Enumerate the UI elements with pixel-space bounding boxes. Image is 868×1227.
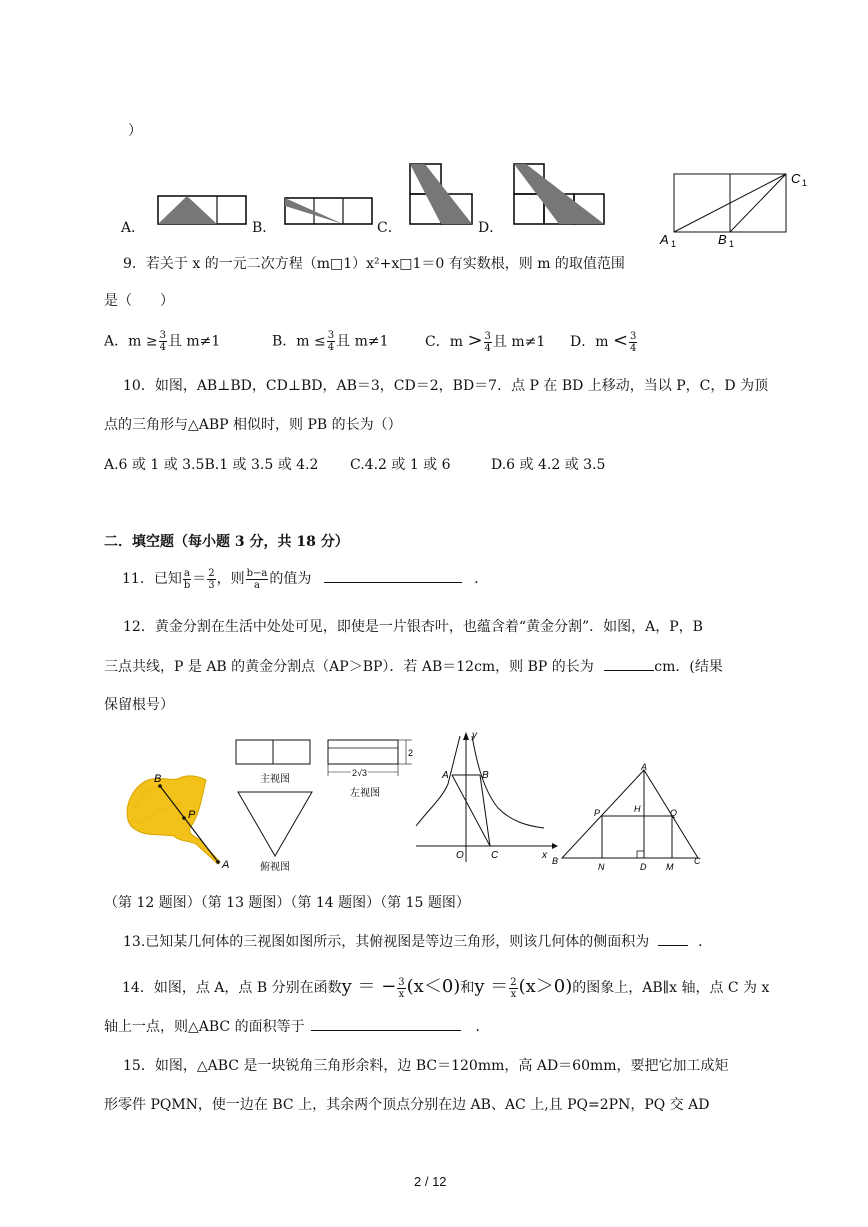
fraction-num: 3	[630, 330, 637, 342]
fraction-den: b	[183, 579, 191, 591]
fig15-label-d: D	[640, 862, 647, 872]
q8-option-d-figure	[514, 164, 606, 226]
fig14-y-axis-label: y	[472, 730, 477, 741]
fraction-den: x	[510, 988, 517, 1000]
q12-line2-pre: 三点共线，P 是 AB 的黄金分割点（AP＞BP）．若 AB＝12cm，则 BP 的长为	[104, 659, 594, 675]
fraction-num: 2	[208, 567, 215, 579]
q8-option-d-label: D．	[478, 220, 504, 236]
fraction-num: 3	[159, 330, 166, 341]
q14-func2-fraction	[509, 977, 517, 1000]
q14-line2-pre: 轴上一点，则△ABC 的面积等于	[104, 1019, 305, 1035]
q9-option-a-fraction	[159, 330, 167, 353]
q11-end: ．	[474, 571, 489, 587]
fig14-label-b: B	[482, 770, 489, 781]
q9-option-b-pre: B．m ≤	[272, 333, 326, 350]
q12-answer-blank[interactable]	[604, 656, 654, 671]
q12-line3: 保留根号）	[104, 697, 174, 713]
q14-pre: 14．如图，点 A，点 B 分别在函数	[122, 980, 342, 996]
q14-func1-lhs: y ＝ −	[341, 976, 397, 997]
q9-option-c-relation: >	[467, 330, 483, 351]
fig13-front-view-label: 主视图	[260, 774, 290, 785]
fraction-den: 4	[484, 342, 491, 354]
fig15-label-q: Q	[670, 808, 678, 818]
q13	[123, 931, 712, 951]
q12-line2-post: cm．(结果	[654, 659, 723, 675]
q11-equals: ＝	[192, 571, 207, 587]
q14-func1-fraction	[397, 977, 405, 1000]
q11-fraction-target	[246, 568, 269, 591]
q8-option-b-figure	[285, 198, 375, 226]
fraction-num: 3	[398, 976, 405, 988]
label-a1: A	[660, 232, 669, 247]
fraction-den: 3	[208, 579, 215, 591]
q11-post: 的值为	[269, 571, 312, 587]
label-b1: B	[718, 232, 727, 247]
q10-option-d: D.6 或 4.2 或 3.5	[491, 457, 606, 473]
section-title: 二．填空题（每小题 3 分，共 18 分）	[104, 534, 349, 550]
q8-option-c-figure	[410, 164, 474, 226]
fig15-label-h: H	[634, 804, 641, 814]
q10-line2: 点的三角形与△ABP 相似时，则 PB 的长为（）	[104, 417, 402, 433]
q8-option-a-figure	[158, 196, 248, 226]
label-c1-sub: 1	[802, 178, 808, 188]
q8-rectangle-figure	[660, 166, 820, 250]
q9-option-b	[272, 330, 389, 353]
fig15-label-c: C	[694, 856, 701, 866]
fig15-label-m: M	[666, 862, 674, 872]
q9-option-b-fraction	[327, 330, 335, 353]
q8-option-b-label: B．	[252, 220, 277, 236]
fig13-height-dim: 2	[408, 748, 414, 758]
q10-options	[104, 454, 318, 474]
fraction-den: 4	[327, 342, 335, 353]
fig13-width-dim: 2√3	[352, 768, 367, 778]
q9-option-d	[570, 330, 638, 354]
q9-line1: 9．若关于 x 的一元二次方程（m□1）x²+x□1＝0 有实数根，则 m 的取值范围	[123, 256, 625, 272]
label-c1: C	[791, 171, 801, 186]
q12-line1: 12．黄金分割在生活中处处可见，即使是一片银杏叶，也蕴含着“黄金分割”．如图，A，P，B	[123, 619, 703, 635]
q13-text: 13.已知某几何体的三视图如图所示，其俯视图是等边三角形，则该几何体的侧面积为	[123, 934, 650, 950]
fig14-x-axis-label: x	[542, 850, 547, 861]
q9-option-c-post: 且 m≠1	[492, 334, 546, 350]
q13-end: ．	[698, 934, 713, 950]
q9-option-a	[104, 330, 220, 353]
fig15-label-p: P	[594, 808, 601, 818]
q9-line2: 是（ ）	[104, 293, 174, 309]
fig12-label-p: P	[188, 809, 196, 821]
fraction-den: 4	[159, 342, 166, 353]
fraction-num: 3	[327, 330, 335, 341]
label-b1-sub: 1	[729, 239, 735, 249]
fraction-num: 3	[484, 330, 491, 342]
fig13-three-views	[230, 734, 420, 874]
q9-option-a-pre: A．m ≥	[104, 333, 158, 350]
fraction-num: 2	[510, 976, 517, 988]
fig14-label-c: C	[491, 850, 499, 861]
q11-answer-blank[interactable]	[324, 568, 462, 583]
q15-line2: 形零件 PQMN，使一边在 BC 上，其余两个顶点分别在边 AB、AC 上,且 PQ=2PN，PQ 交 AD	[104, 1097, 710, 1113]
q10-option-c: C.4.2 或 1 或 6	[350, 457, 451, 473]
fig14-label-a: A	[442, 770, 449, 781]
q14-post: 的图象上，AB∥x 轴，点 C 为 x	[572, 980, 770, 996]
q10-option-a: A.6 或 1 或 3.5	[104, 457, 205, 473]
fig15-triangle-rectangle	[548, 760, 712, 872]
q9-option-c-fraction	[484, 331, 492, 354]
q9-option-a-post: 且 m≠1	[167, 333, 221, 350]
q9-option-b-post: 且 m≠1	[336, 333, 389, 350]
fig15-label-b: B	[552, 856, 559, 866]
q14-line2	[104, 1016, 490, 1036]
q9-option-d-relation: <	[612, 330, 629, 351]
fig12-ginkgo-leaf	[122, 770, 242, 870]
q9-option-d-pre: D．m	[570, 334, 609, 350]
q11	[122, 566, 488, 592]
fraction-num: b−a	[246, 567, 268, 579]
fig14-label-o: O	[456, 850, 464, 861]
q14-func2-cond: (x＞0)	[518, 976, 573, 997]
q13-answer-blank[interactable]	[658, 931, 688, 946]
q10-line1: 10．如图，AB⊥BD，CD⊥BD，AB＝3，CD＝2，BD＝7．点 P 在 BD 上移动，当以 P，C，D 为顶	[123, 378, 769, 394]
q14-line1	[122, 974, 769, 1001]
q14-line2-end: ．	[475, 1019, 490, 1035]
q15-line1: 15．如图，△ABC 是一块锐角三角形余料，边 BC＝120mm，高 AD＝60mm，要把它加工成矩	[123, 1058, 729, 1074]
q10-option-b: B.1 或 3.5 或 4.2	[204, 457, 319, 473]
page-number: 2 / 12	[414, 1174, 447, 1189]
fraction-den: a	[254, 579, 260, 591]
q9-option-d-fraction	[629, 331, 637, 354]
q14-and: 和	[460, 980, 475, 996]
q8-tail: ）	[128, 123, 142, 139]
fig14-hyperbola-graph	[412, 728, 560, 864]
fig12-label-a: A	[222, 859, 230, 871]
q11-fraction-23	[207, 568, 215, 591]
fig13-top-view-label: 俯视图	[260, 862, 290, 873]
q9-option-c-pre: C．m	[425, 334, 463, 350]
label-a1-sub: 1	[671, 239, 677, 249]
fig13-side-view-label: 左视图	[350, 788, 380, 799]
q8-option-a-label: A．	[121, 220, 146, 236]
fraction-den: 4	[630, 342, 637, 354]
q9-option-c	[425, 330, 545, 354]
fig15-label-a: A	[641, 762, 648, 772]
q11-mid: ，则	[216, 571, 245, 587]
q8-option-c-label: C．	[377, 220, 402, 236]
q11-fraction-ab	[183, 568, 191, 591]
q14-func2-lhs: y ＝	[474, 976, 509, 997]
q12-line2	[104, 656, 723, 676]
q14-answer-blank[interactable]	[311, 1016, 461, 1031]
fig12-label-b: B	[154, 773, 162, 785]
fraction-num: a	[184, 567, 191, 579]
fig15-label-n: N	[598, 862, 605, 872]
fraction-den: x	[398, 988, 405, 1000]
q11-pre: 11．已知	[122, 571, 182, 587]
q14-func1-cond: (x＜0)	[406, 976, 461, 997]
figure-captions: （第 12 题图）（第 13 题图）（第 14 题图）（第 15 题图）	[104, 895, 470, 911]
